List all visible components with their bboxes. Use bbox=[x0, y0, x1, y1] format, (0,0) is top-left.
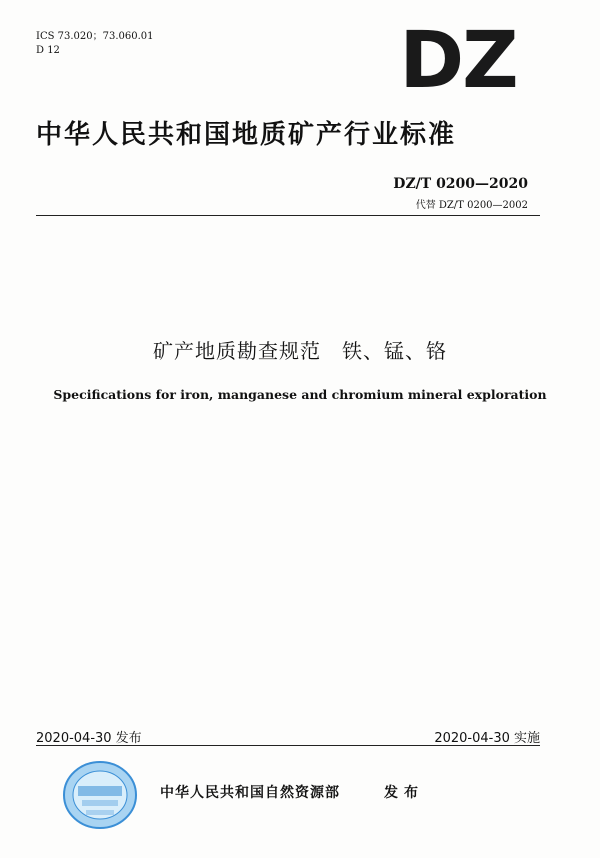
publisher-seal-icon bbox=[62, 760, 138, 830]
standard-category: 中华人民共和国地质矿产行业标准 bbox=[36, 120, 457, 150]
english-title: Specifications for iron, manganese and chromium mineral exploration bbox=[53, 387, 547, 402]
footer-divider bbox=[36, 745, 540, 746]
dz-logo: DZ bbox=[399, 16, 517, 106]
standard-number: DZ/T 0200—2020 bbox=[393, 176, 528, 192]
issue-date: 2020-04-30 发布 bbox=[36, 731, 142, 746]
ccs-code: D 12 bbox=[36, 45, 60, 56]
replaced-standard: 代替 DZ/T 0200—2002 bbox=[415, 200, 528, 211]
header-divider bbox=[36, 215, 540, 216]
chinese-title: 矿产地质勘查规范 铁、锰、铬 bbox=[153, 339, 447, 363]
publisher-name: 中华人民共和国自然资源部 bbox=[160, 785, 340, 801]
implementation-date: 2020-04-30 实施 bbox=[434, 731, 540, 746]
publish-label: 发布 bbox=[384, 785, 424, 801]
classification-codes bbox=[36, 30, 154, 58]
ics-code: ICS 73.020；73.060.01 bbox=[36, 31, 154, 42]
